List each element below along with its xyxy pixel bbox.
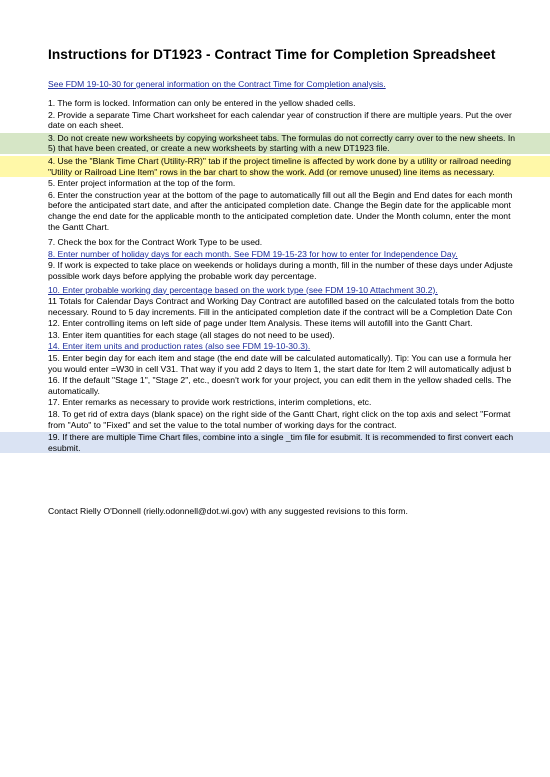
instruction-line: 3. Do not create new worksheets by copying worksheet tabs. The formulas do not correctly carry over to the new sheets. In [48,132,515,143]
instruction-item [48,409,550,430]
instruction-list [48,98,550,454]
contact-note: Contact Rielly O'Donnell (rielly.odonnell@dot.wi.gov) with any suggested revisions to this form. [48,506,408,516]
instruction-item [48,397,550,408]
instruction-item[interactable] [48,249,550,260]
instruction-item [48,190,550,232]
instruction-line: 16. If the default "Stage 1", "Stage 2", etc., doesn't work for your project, you can edit them in the yellow shaded cells. The [48,375,512,386]
instruction-item [48,330,550,341]
instruction-item [48,98,550,109]
instruction-line: 13. Enter item quantities for each stage (all stages do not need to be used). [48,329,335,340]
instruction-line: 18. To get rid of extra days (blank space) on the right side of the Gantt Chart, right click on the top axis and select "Format [48,409,511,420]
instruction-line: 5. Enter project information at the top of the form. [48,178,236,189]
instruction-item [48,318,550,329]
instruction-line: 5) that have been created, or create a new worksheets by starting with a new DT1923 file. [48,143,390,154]
instruction-line: 12. Enter controlling items on left side of page under Item Analysis. These items will autofill into the Gantt Chart. [48,318,473,329]
instruction-item [48,178,550,189]
instruction-line: 11 Totals for Calendar Days Contract and Working Day Contract are autofilled based on the calculated totals from the botto [48,296,515,307]
instruction-item [0,133,550,154]
instruction-line: you would enter =W30 in cell V31. That way if you add 2 days to Item 1, the start date for Item 2 will automatically adjust b [48,363,512,374]
instruction-item [48,237,550,248]
instruction-line: the Gantt Chart. [48,221,110,232]
instruction-item [48,353,550,374]
fdm-general-info-link[interactable]: See FDM 19-10-30 for general information on the Contract Time for Completion analysis. [48,79,386,89]
instruction-line: 10. Enter probable working day percentage based on the work type (see FDM 19-10 Attachment 30.2). [48,284,438,295]
instruction-line: necessary. Round to 5 day increments. Fill in the anticipated completion date if the contract will be a Completion Date Con [48,306,513,317]
instruction-line: 7. Check the box for the Contract Work Type to be used. [48,237,263,248]
instruction-item [48,260,550,281]
instruction-line: "Utility or Railroad Line Item" rows in the bar chart to show the work. Add (or remove unused) line items as necessary. [48,166,495,177]
instruction-line: before the anticipated start date, and after the anticipated completion date. Change the Begin date for the applicable mont [48,200,511,211]
instruction-line: 17. Enter remarks as necessary to provide work restrictions, interim completions, etc. [48,397,372,408]
instruction-item [0,432,550,453]
instruction-item [48,375,550,396]
instruction-line: 6. Enter the construction year at the bottom of the page to automatically fill out all the Begin and End dates for each month [48,189,513,200]
instruction-item[interactable] [48,285,550,296]
instruction-line: change the end date for the applicable month to the anticipated completion date. Under the Month column, enter the mont [48,210,511,221]
instruction-line: 9. If work is expected to take place on weekends or holidays during a month, fill in the number of these days under Adjuste [48,260,513,271]
instruction-line: 1. The form is locked. Information can only be entered in the yellow shaded cells. [48,98,356,108]
instruction-line: esubmit. [48,442,81,453]
instruction-line: 14. Enter item units and production rates (also see FDM 19-10-30.3). [48,341,311,352]
page-title: Instructions for DT1923 - Contract Time for Completion Spreadsheet [48,47,496,62]
instruction-item[interactable] [48,341,550,352]
instruction-line: 19. If there are multiple Time Chart files, combine into a single _tim file for esubmit. It is recommended to first convert each [48,432,514,443]
instruction-line: automatically. [48,385,100,396]
instruction-item [48,110,550,131]
instruction-line: possible work days before applying the probable work day percentage. [48,270,317,281]
instruction-item [0,156,550,177]
instruction-line: 2. Provide a separate Time Chart worksheet for each calendar year of construction if there are multiple years. Put the over [48,109,512,120]
instruction-line: 15. Enter begin day for each item and stage (the end date will be calculated automatically). Tip: You can use a formula her [48,353,512,364]
instruction-line: 8. Enter number of holiday days for each month. See FDM 19-15-23 for how to enter for Independence Day. [48,248,458,259]
instruction-line: from "Auto" to "Fixed" and set the value to the total number of working days for the contract. [48,419,397,430]
instruction-item [48,296,550,317]
instruction-line: date on each sheet. [48,120,124,131]
instruction-line: 4. Use the "Blank Time Chart (Utility-RR)" tab if the project timeline is affected by work done by a utility or railroad needing [48,155,512,166]
